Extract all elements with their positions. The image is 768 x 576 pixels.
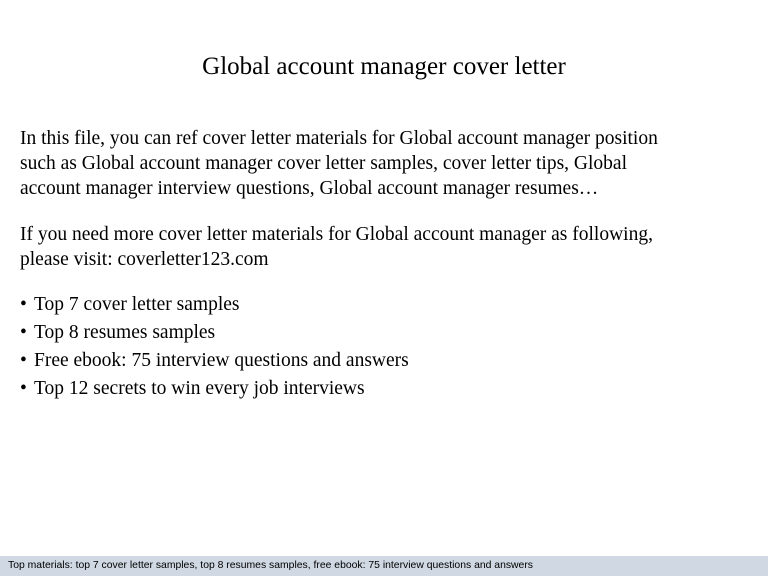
intro-line: In this file, you can ref cover letter materials for Global account manager position xyxy=(20,128,658,149)
visit-paragraph xyxy=(20,222,750,272)
list-item-label: Top 8 resumes samples xyxy=(34,322,216,343)
visit-line: If you need more cover letter materials for Global account manager as following, xyxy=(20,224,653,245)
list-item-label: Top 12 secrets to win every job interviews xyxy=(34,378,365,399)
footer-bar xyxy=(0,556,768,576)
intro-line: account manager interview questions, Global account manager resumes… xyxy=(20,178,599,199)
intro-paragraph xyxy=(20,126,750,201)
list-item xyxy=(20,291,409,319)
list-item-label: Free ebook: 75 interview questions and answers xyxy=(34,350,409,371)
page-title: Global account manager cover letter xyxy=(202,53,566,80)
footer-text: Top materials: top 7 cover letter samples, top 8 resumes samples, free ebook: 75 interview questions and answers xyxy=(8,560,533,571)
list-item xyxy=(20,375,409,403)
list-item xyxy=(20,319,409,347)
list-item xyxy=(20,347,409,375)
list-item-label: Top 7 cover letter samples xyxy=(34,294,240,315)
bullet-icon: • xyxy=(20,294,27,315)
bullet-icon: • xyxy=(20,322,27,343)
bullet-icon: • xyxy=(20,350,27,371)
intro-line: such as Global account manager cover letter samples, cover letter tips, Global xyxy=(20,153,627,174)
visit-line-with-link: please visit: coverletter123.com xyxy=(20,249,269,270)
bullet-icon: • xyxy=(20,378,27,399)
materials-bullet-list xyxy=(20,291,409,403)
